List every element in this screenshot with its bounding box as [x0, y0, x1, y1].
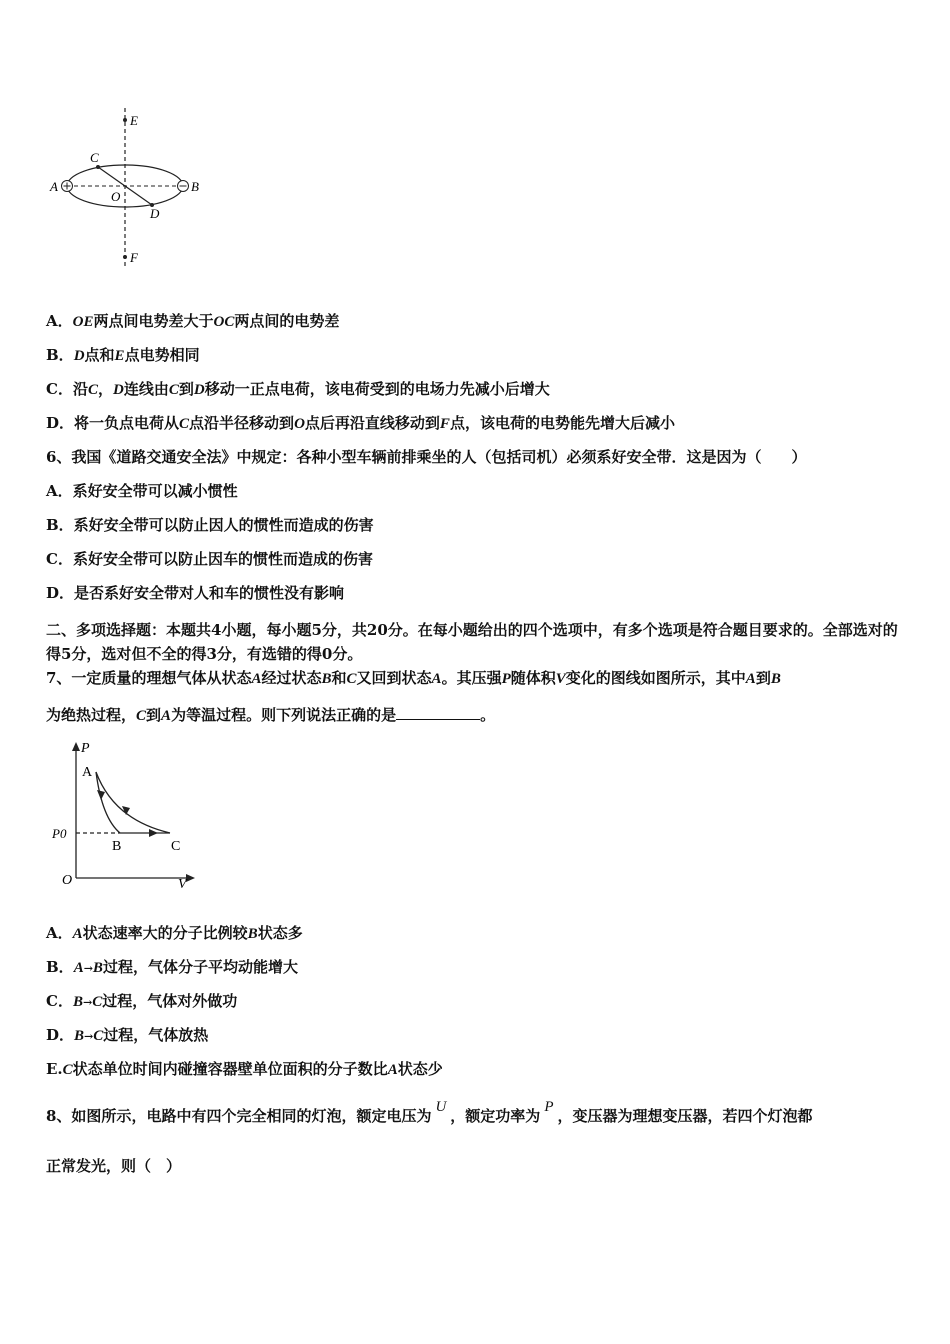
axis-label-p: P — [81, 741, 90, 756]
label-o: O — [111, 189, 121, 204]
pv-graph — [50, 738, 200, 890]
q6-option-a: A．系好安全带可以减小惯性 — [46, 482, 238, 500]
q5-option-c: C．沿C，D连线由C到D移动一正点电荷，该电荷受到的电场力先减小后增大 — [46, 380, 550, 398]
q7-option-d: D．B→C过程，气体放热 — [46, 1026, 209, 1044]
q7-option-c: C．B→C过程，气体对外做功 — [46, 992, 238, 1010]
label-d: D — [150, 206, 160, 221]
point-b-label: B — [112, 839, 122, 854]
label-c: C — [90, 150, 99, 165]
label-f: F — [130, 250, 138, 265]
q6-option-b: B．系好安全带可以防止因人的惯性而造成的伤害 — [46, 516, 374, 534]
q7-stem-line2: 为绝热过程，C到A为等温过程。则下列说法正确的是 。 — [46, 706, 496, 724]
q7-stem-line1: 7、一定质量的理想气体从状态A经过状态B和C又回到状态A。其压强P随体积V变化的图线如图所示，其中A到B — [46, 669, 781, 687]
q7-option-a: A．A状态速率大的分子比例较B状态多 — [46, 924, 303, 942]
origin-label: O — [62, 873, 73, 888]
q5-option-a: A．OE两点间电势差大于OC两点间的电势差 — [46, 312, 340, 330]
q6-stem: 6、我国《道路交通安全法》中规定：各种小型车辆前排乘坐的人（包括司机）必须系好安全带．这是因为（ ） — [46, 448, 807, 466]
point-c-label: C — [171, 839, 181, 854]
q6-option-d: D．是否系好安全带对人和车的惯性没有影响 — [46, 584, 345, 602]
q5-option-b: B．D点和E点电势相同 — [46, 346, 200, 364]
q7-option-b: B．A→B过程，气体分子平均动能增大 — [46, 958, 298, 976]
label-e: E — [130, 113, 138, 128]
answer-blank — [396, 705, 480, 720]
label-a: A — [50, 179, 58, 194]
axis-label-v: V — [178, 877, 187, 890]
q8-stem-line2: 正常发光，则（ ） — [46, 1157, 182, 1175]
q7-option-e: E.C状态单位时间内碰撞容器壁单位面积的分子数比A状态少 — [46, 1060, 443, 1078]
section-2-heading: 二、多项选择题：本题共4小题，每小题5分，共20分。在每小题给出的四个选项中，有多个选项是符合题目要求的。全部选对的得5分，选对但不全的得3分，有选错的得0分。 — [46, 621, 898, 663]
label-b: B — [191, 179, 199, 194]
electric-field-figure — [46, 104, 226, 276]
q8-stem-line1: 8、如图所示，电路中有四个完全相同的灯泡，额定电压为 U ，额定功率为 P ，变压器为理想变压器，若四个灯泡都 — [46, 1099, 813, 1125]
q5-option-d: D．将一负点电荷从C点沿半径移动到O点后再沿直线移动到F点，该电荷的电势能先增大后减小 — [46, 414, 675, 432]
q6-option-c: C．系好安全带可以防止因车的惯性而造成的伤害 — [46, 550, 373, 568]
p0-label: P0 — [52, 826, 67, 841]
point-a-label: A — [82, 765, 93, 780]
process-c-a — [96, 772, 170, 833]
